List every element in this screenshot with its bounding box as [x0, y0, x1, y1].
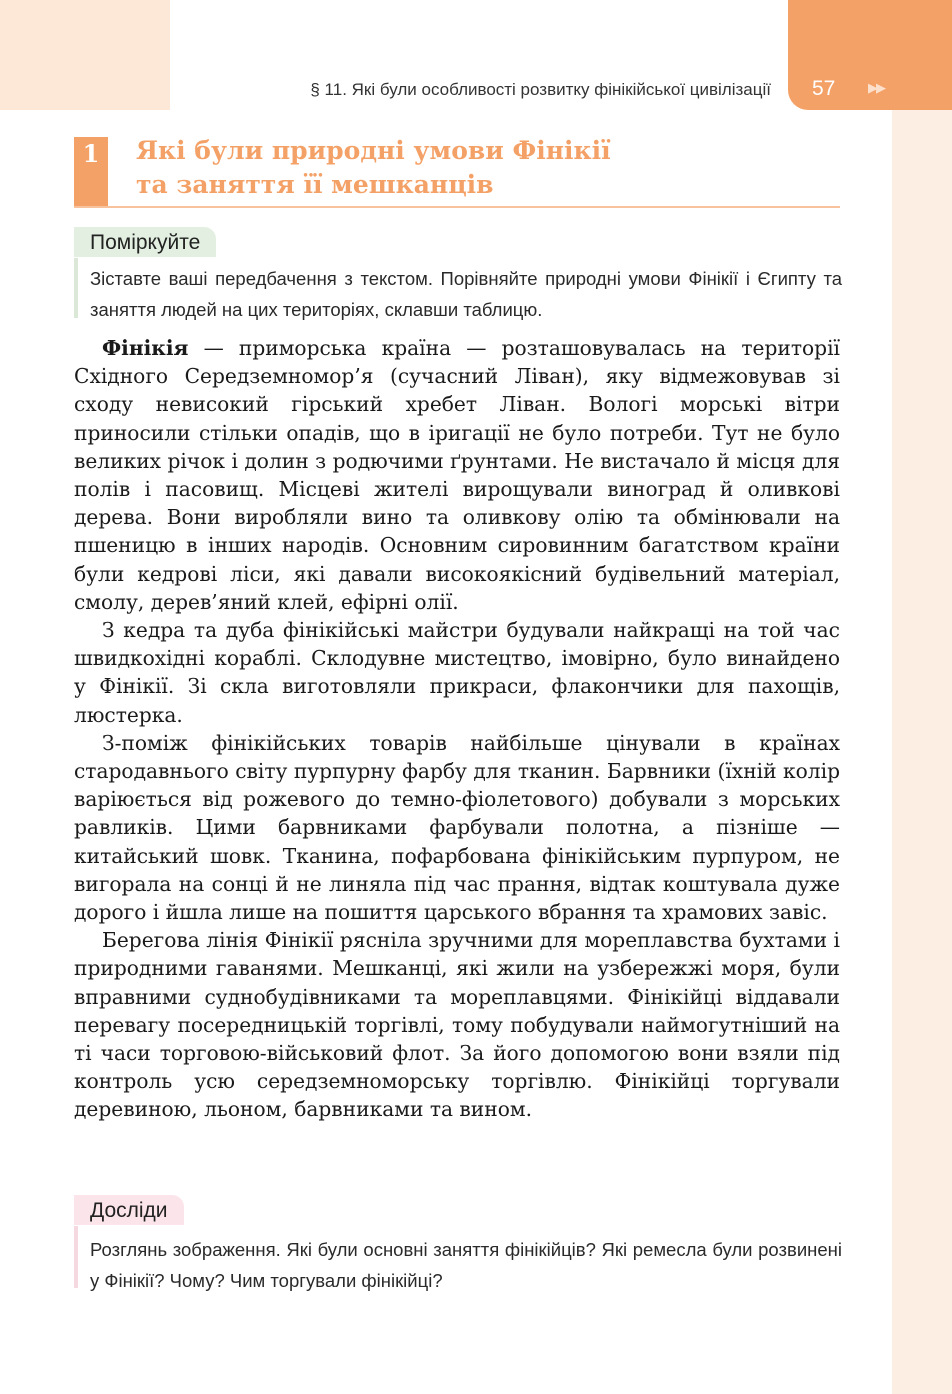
- research-box-bar: [74, 1226, 78, 1288]
- running-head: § 11. Які були особливості розвитку фінікійської цивілізації: [310, 80, 771, 99]
- paragraph-2: З кедра та дуба фінікійські майстри будували найкращі на той час швидкохідні кораблі. Склодувне мистецтво, імовірно, було винайдено у Фінікії. Зі скла виготовляли прикраси, флакончики для пахощів, люстерка.: [74, 618, 840, 727]
- think-box-label: Поміркуйте: [74, 227, 216, 257]
- term-phoenicia: Фінікія: [102, 336, 189, 360]
- margin-strip: [892, 110, 952, 1394]
- research-box-text: Розглянь зображення. Які були основні заняття фінікійців? Які ремесла були розвинені у Фінікії? Чому? Чим торгували фінікійці?: [90, 1239, 842, 1291]
- section-number: 1: [82, 139, 100, 168]
- header-decor-left: [0, 0, 170, 110]
- body-text: [74, 334, 840, 1124]
- section-title-line-1: Які були природні умови Фінікії: [136, 136, 611, 165]
- think-box-bar: [74, 258, 78, 318]
- section-title-line-2: та заняття її мешканців: [136, 170, 494, 199]
- think-box-text: Зіставте ваші передбачення з текстом. Порівняйте природні умови Фінікії і Єгипту та заняття людей на цих територіях, склавши таблицю.: [90, 268, 842, 320]
- paragraph-4: Берегова лінія Фінікії рясніла зручними для мореплавства бухтами і природними гаванями. Мешканці, які жили на узбережжі моря, були вправними суднобудівниками та мореплавцями. Фінікійці віддавали перевагу посередницькій торгівлі, тому побудували наймогутніший на ті часи торговою-військовий флот. За його допомогою вони взяли під контроль усю середземноморську торгівлю. Фінікійці торгували деревиною, льоном, барвниками та вином.: [74, 928, 840, 1122]
- section-title: [136, 134, 836, 202]
- page-number: 57: [812, 77, 836, 100]
- research-box-label: Досліди: [74, 1195, 184, 1225]
- next-arrows-icon: ▶▶: [868, 81, 884, 96]
- paragraph-1-text: — приморська країна — розташовувалась на території Східного Середземномор’я (сучасний Ліван), яку відмежовував зі сходу невисокий гірський хребет Ліван. Вологі морські вітри приносили стільки опадів, що в іригації не було потреби. Тут не було великих річок і долин з родючими ґрунтами. Не вистачало й місця для полів і пасовищ. Місцеві жителі вирощували виноград й оливкові дерева. Вони виробляли вино та оливкову олію та обмінювали на пшеницю в інших народів. Основним сировинним багатством країни були кедрові ліси, які давали високоякісний будівельний матеріал, смолу, дерев’яний клей, ефірні олії.: [74, 336, 840, 614]
- paragraph-1: [74, 334, 840, 616]
- section-number-badge: [74, 137, 108, 207]
- paragraph-3: З-поміж фінікійських товарів найбільше цінували в країнах стародавнього світу пурпурну фарбу для тканин. Барвники (їхній колір варіюється від рожевого до темно-фіолетового) добували з морських равликів. Цими барвниками фарбували полотна, а пізніше — китайський шовк. Тканина, пофарбована фінікійським пурпуром, не вигорала на сонці й не линяла під час прання, відтак коштувала дуже дорого і йшла лише на пошиття царського вбрання та храмових завіс.: [74, 730, 840, 925]
- section-divider: [74, 206, 840, 208]
